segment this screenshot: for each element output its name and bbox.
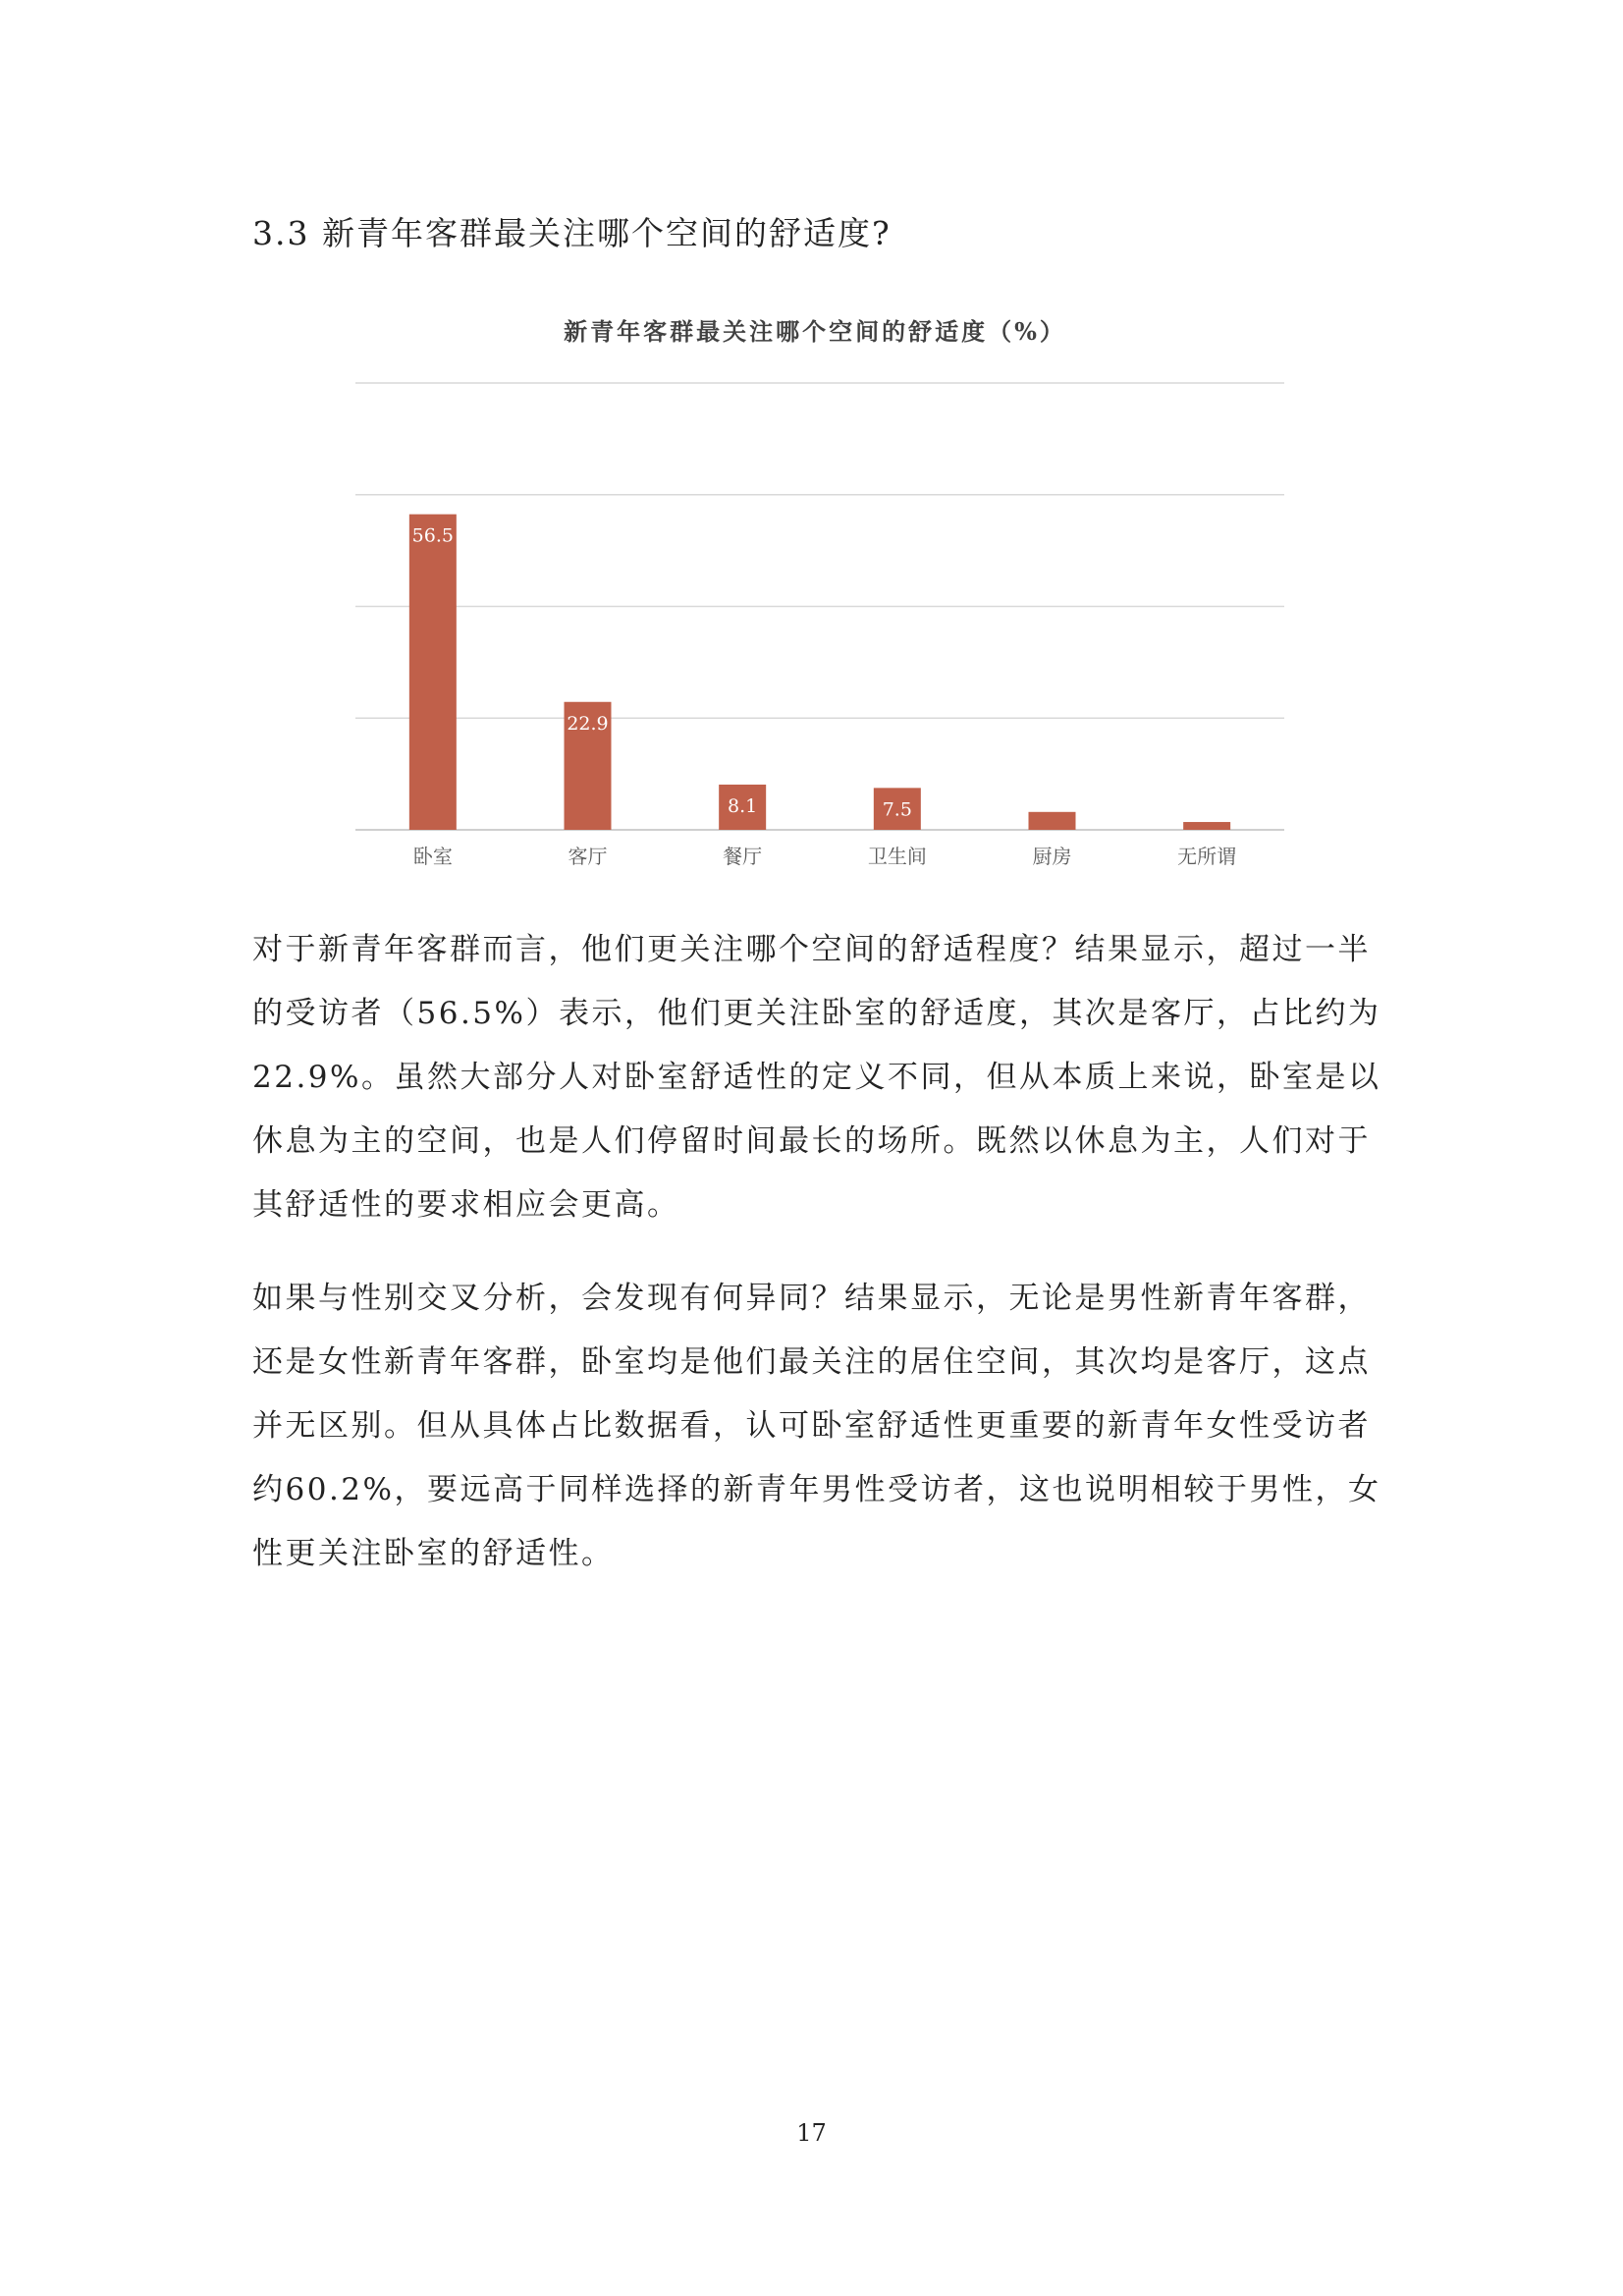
category-labels: [413, 845, 1236, 868]
bar-chart-svg: [324, 295, 1306, 884]
category-label: 客厅: [568, 845, 608, 868]
category-label: 餐厅: [723, 845, 763, 868]
bar-value-label: 8.1: [728, 794, 758, 817]
paragraph-gender-analysis: 如果与性别交叉分析，会发现有何异同？结果显示，无论是男性新青年客群，还是女性新青年客群，卧室均是他们最关注的居住空间，其次均是客厅，这点并无区别。但从具体占比数据看，认可卧室舒适性更重要的新青年女性受访者约60.2%，要远高于同样选择的新青年男性受访者，这也说明相较于男性，女性更关注卧室的舒适性。: [252, 1281, 1381, 1571]
bar: [1029, 812, 1076, 830]
bar-value-label: 7.5: [882, 798, 912, 821]
chart-title: 新青年客群最关注哪个空间的舒适度（%）: [564, 317, 1066, 346]
paragraph-bedroom-comfort: 对于新青年客群而言，他们更关注哪个空间的舒适程度？结果显示，超过一半的受访者（56.5%）表示，他们更关注卧室的舒适度，其次是客厅，占比约为22.9%。虽然大部分人对卧室舒适性的定义不同，但从本质上来说，卧室是以休息为主的空间，也是人们停留时间最长的场所。既然以休息为主，人们对于其舒适性的要求相应会更高。: [252, 932, 1381, 1223]
bar: [1183, 822, 1230, 830]
category-label: 厨房: [1032, 845, 1072, 868]
page-number: 17: [796, 2119, 827, 2147]
bar-value-label: 56.5: [411, 524, 454, 547]
data-labels: [412, 525, 912, 821]
section-heading: 3.3 新青年客群最关注哪个空间的舒适度?: [252, 214, 892, 252]
category-label: 卧室: [412, 845, 453, 868]
bar-chart: [324, 295, 1306, 884]
bar-value-label: 22.9: [567, 712, 609, 735]
gridlines: [355, 383, 1284, 830]
category-label: 卫生间: [867, 845, 927, 868]
bar: [409, 515, 457, 830]
bars: [409, 515, 1230, 830]
category-label: 无所谓: [1177, 845, 1237, 868]
